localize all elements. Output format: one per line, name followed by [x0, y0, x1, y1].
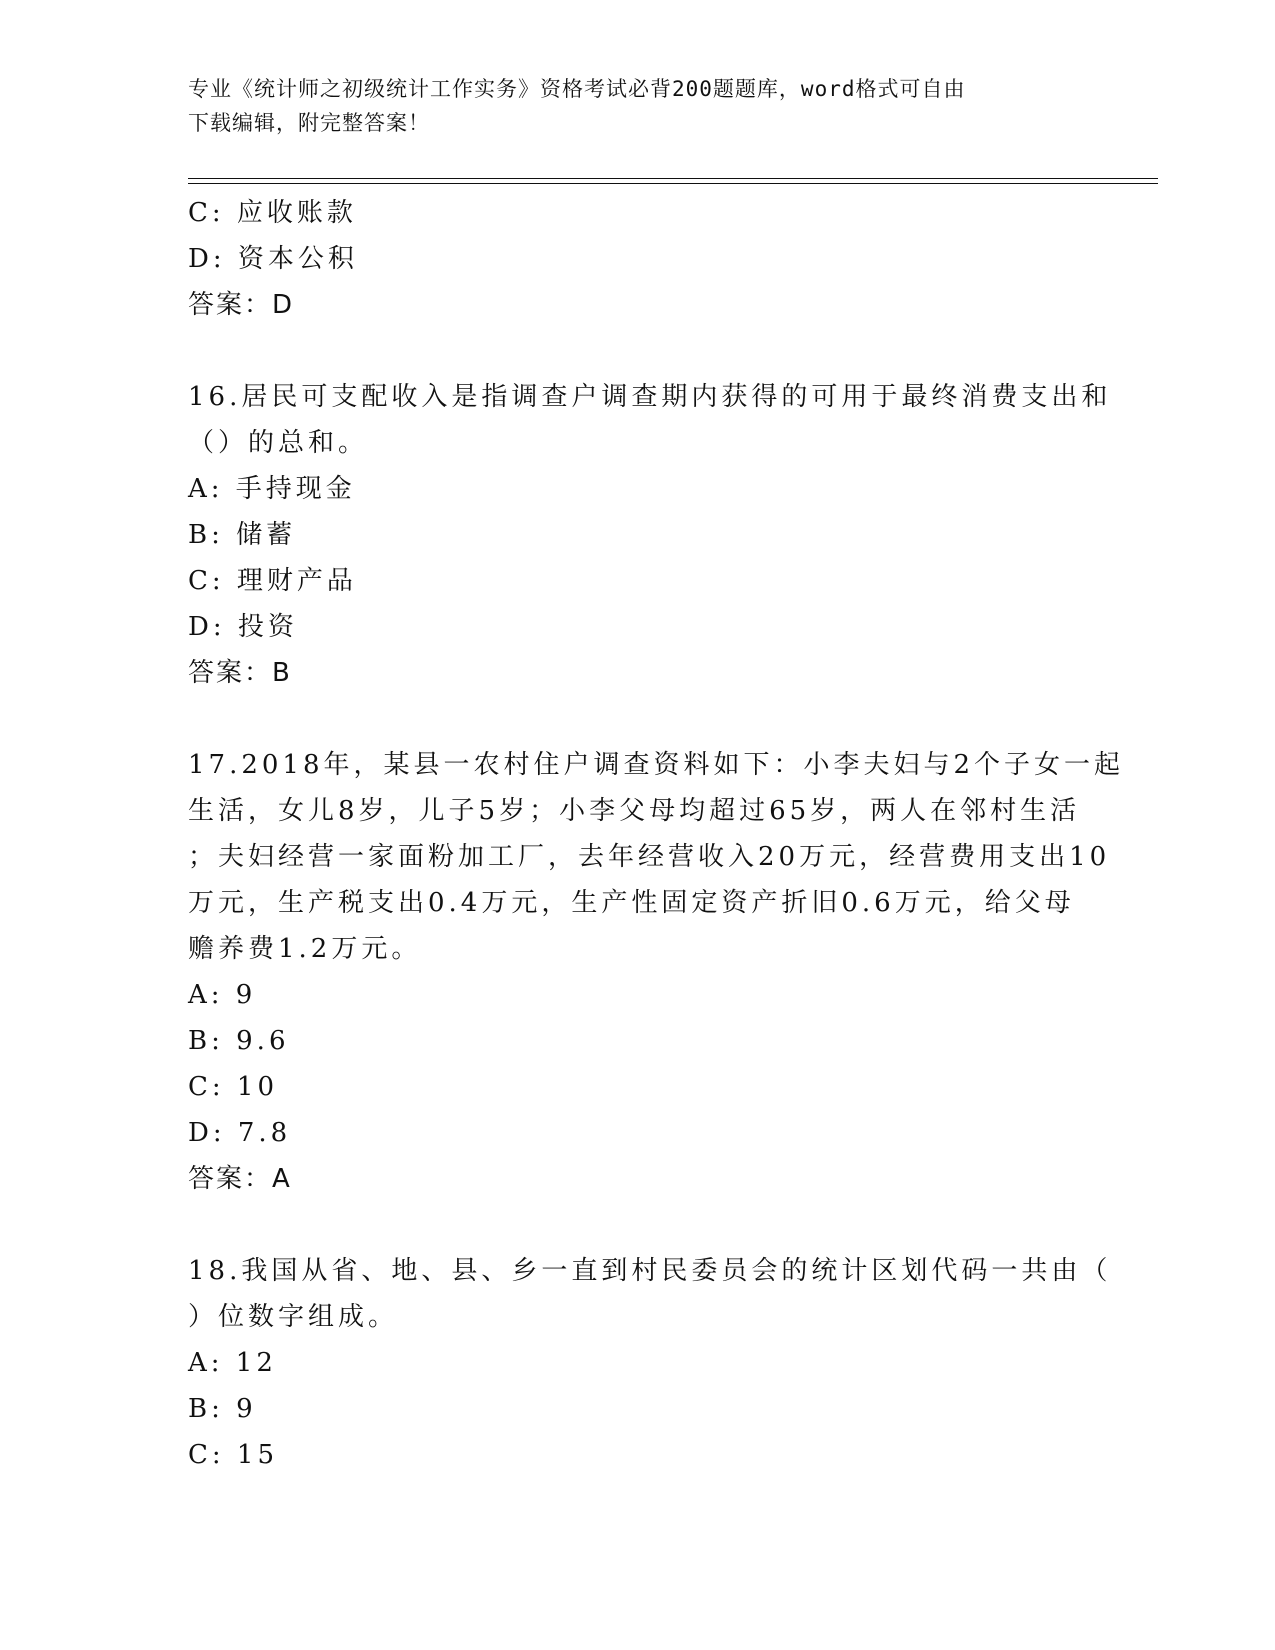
q16-option-a: A: 手持现金: [188, 474, 356, 504]
header-divider: [188, 178, 1158, 184]
header-line-1: 专业《统计师之初级统计工作实务》资格考试必背200题题库，word格式可自由: [188, 77, 966, 101]
q17-stem-line: 万元，生产税支出0.4万元，生产性固定资产折旧0.6万元，给父母: [188, 888, 1075, 918]
q18-option-a: A: 12: [188, 1348, 277, 1378]
q16-answer: 答案：B: [188, 658, 292, 688]
q17-answer: 答案：A: [188, 1164, 292, 1194]
q16-stem-line: （）的总和。: [188, 428, 369, 458]
q18-option-c: C: 15: [188, 1440, 279, 1470]
q16-stem: [188, 374, 1112, 466]
q18-stem: [188, 1248, 1112, 1340]
q16-option-c: C: 理财产品: [188, 566, 357, 596]
q17-stem-line: 17.2018年，某县一农村住户调查资料如下：小李夫妇与2个子女一起: [188, 750, 1125, 780]
q16-option-b: B: 储蓄: [188, 520, 297, 550]
q17-stem-line: ；夫妇经营一家面粉加工厂，去年经营收入20万元，经营费用支出10: [188, 842, 1111, 872]
q17-stem-line: 生活，女儿8岁，儿子5岁；小李父母均超过65岁，两人在邻村生活: [188, 796, 1081, 826]
q17-option-d: D: 7.8: [188, 1118, 292, 1148]
q17-option-c: C: 10: [188, 1072, 279, 1102]
header-line-2: 下载编辑，附完整答案！: [188, 111, 430, 135]
q15-answer: 答案：D: [188, 290, 295, 320]
q18-option-b: B: 9: [188, 1394, 257, 1424]
q17-option-b: B: 9.6: [188, 1026, 290, 1056]
q17-stem-line: 赡养费1.2万元。: [188, 934, 422, 964]
q18-stem-line: ）位数字组成。: [188, 1302, 399, 1332]
q15-option-d: D: 资本公积: [188, 244, 358, 274]
document-header: [188, 72, 1088, 140]
q17-stem: [188, 742, 1125, 972]
q16-stem-line: 16.居民可支配收入是指调查户调查期内获得的可用于最终消费支出和: [188, 382, 1112, 412]
q15-option-c: C: 应收账款: [188, 198, 357, 228]
q18-stem-line: 18.我国从省、地、县、乡一直到村民委员会的统计区划代码一共由（: [188, 1256, 1112, 1286]
question-list: [188, 190, 1125, 1478]
q16-option-d: D: 投资: [188, 612, 298, 642]
q17-option-a: A: 9: [188, 980, 257, 1010]
